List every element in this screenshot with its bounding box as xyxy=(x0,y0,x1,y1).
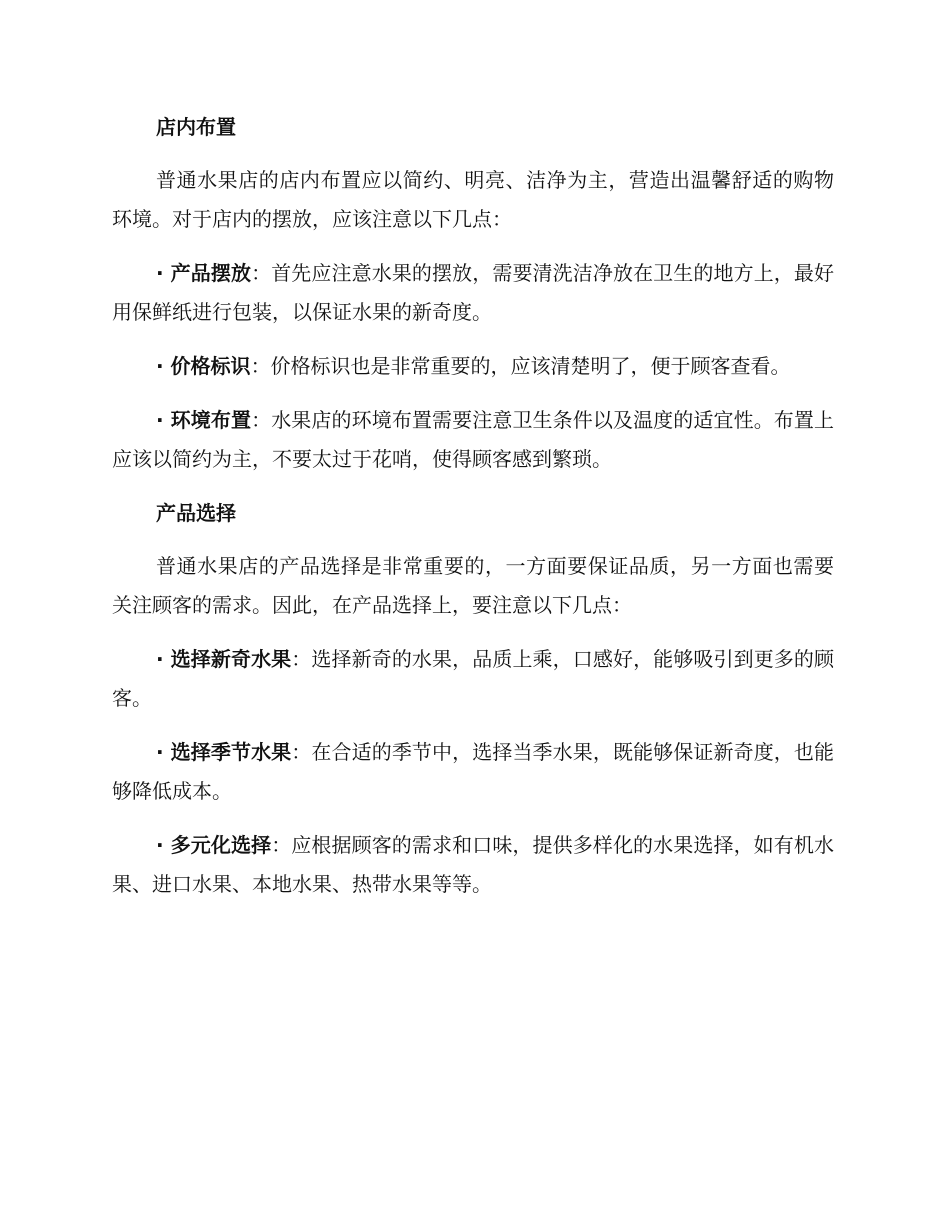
section-store-layout xyxy=(112,108,834,479)
section-intro: 普通水果店的产品选择是非常重要的，一方面要保证品质，另一方面也需要关注顾客的需求。因此，在产品选择上，要注意以下几点： xyxy=(112,554,834,617)
bullet-term: · 价格标识 xyxy=(156,354,251,378)
bullet-item xyxy=(112,826,834,904)
section-heading: 产品选择 xyxy=(156,501,236,525)
bullet-item xyxy=(112,347,834,386)
bullet-term: · 选择季节水果 xyxy=(156,740,292,764)
bullet-item xyxy=(112,640,834,718)
bullet-text: ：首先应注意水果的摆放，需要清洗洁净放在卫生的地方上，最好用保鲜纸进行包装，以保证水果的新奇度。 xyxy=(112,261,835,324)
bullet-text: ：价格标识也是非常重要的，应该清楚明了，便于顾客查看。 xyxy=(250,354,791,378)
bullet-term: · 产品摆放 xyxy=(156,261,252,285)
bullet-text: ：选择新奇的水果，品质上乘，口感好，能够吸引到更多的顾客。 xyxy=(112,647,835,710)
bullet-item xyxy=(112,254,834,332)
bullet-term: · 选择新奇水果 xyxy=(156,647,292,671)
bullet-item xyxy=(112,733,834,811)
bullet-term: · 多元化选择 xyxy=(156,833,272,857)
bullet-text: ：水果店的环境布置需要注意卫生条件以及温度的适宜性。布置上应该以简约为主，不要太过于花哨，使得顾客感到繁琐。 xyxy=(112,408,835,471)
bullet-item xyxy=(112,401,834,479)
section-intro: 普通水果店的店内布置应以简约、明亮、洁净为主，营造出温馨舒适的购物环境。对于店内的摆放，应该注意以下几点： xyxy=(112,168,834,231)
section-product-selection xyxy=(112,494,834,904)
document-page xyxy=(112,108,834,919)
bullet-term: · 环境布置 xyxy=(156,408,252,432)
bullet-text: ：在合适的季节中，选择当季水果，既能够保证新奇度，也能够降低成本。 xyxy=(112,740,835,803)
bullet-text: ：应根据顾客的需求和口味，提供多样化的水果选择，如有机水果、进口水果、本地水果、热带水果等等。 xyxy=(112,833,834,896)
section-heading: 店内布置 xyxy=(156,115,236,139)
